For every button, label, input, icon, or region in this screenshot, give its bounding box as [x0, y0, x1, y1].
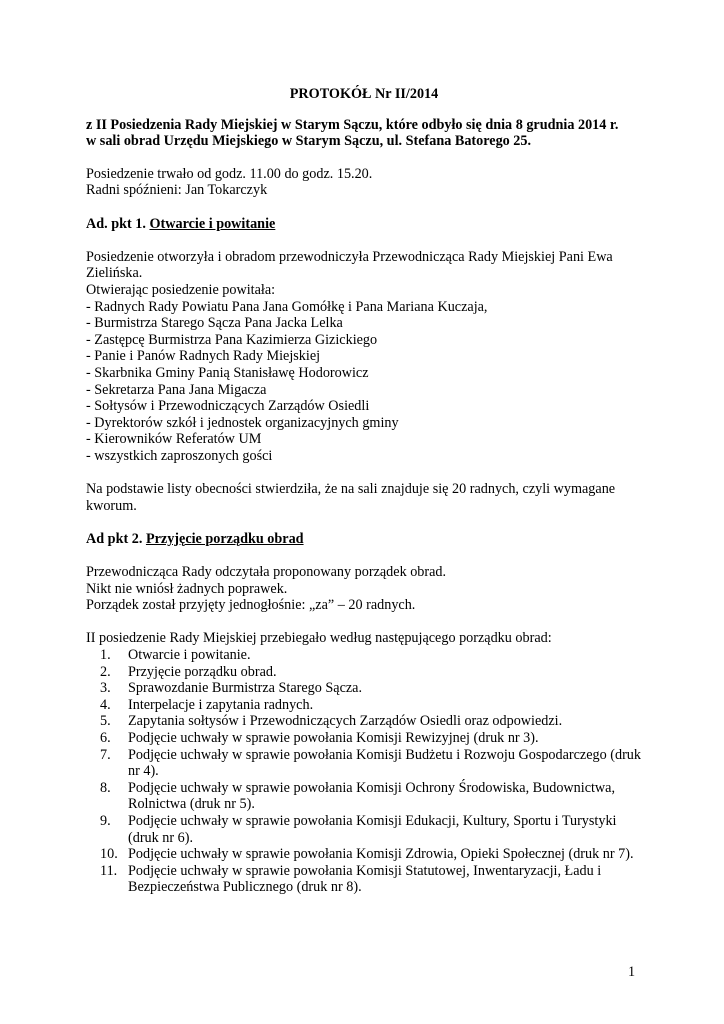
agenda-item-text: Otwarcie i powitanie.: [128, 647, 251, 663]
agenda-list: [86, 647, 642, 896]
agenda-item-text: Zapytania sołtysów i Przewodniczących Zarządów Osiedli oraz odpowiedzi.: [128, 713, 563, 730]
agenda-item-text: Podjęcie uchwały w sprawie powołania Komisji Budżetu i Rozwoju Gospodarczego (druk nr 4).: [128, 746, 641, 780]
greeting-item: - Radnych Rady Powiatu Pana Jana Gomółkę i Pana Mariana Kuczaja,: [86, 299, 642, 316]
agenda-item-text: Podjęcie uchwały w sprawie powołania Komisji Ochrony Środowiska, Budownictwa, Rolnictwa (druk nr 5).: [128, 779, 616, 813]
agenda-item: [86, 780, 642, 813]
agenda-item-text: Interpelacje i zapytania radnych.: [128, 696, 314, 713]
section-2-heading: [86, 531, 642, 548]
subtitle-line-2: w sali obrad Urzędu Miejskiego w Starym Sączu, ul. Stefana Batorego 25.: [86, 133, 532, 150]
section-1-prefix: Ad. pkt 1.: [86, 215, 146, 232]
agenda-item-number: 11.: [100, 862, 118, 879]
agenda-item: [86, 730, 642, 747]
agenda-item-number: 7.: [100, 746, 111, 763]
agenda-item: [86, 863, 642, 896]
agenda-item: [86, 713, 642, 730]
agenda-intro: II posiedzenie Rady Miejskiej przebiegało według następującego porządku obrad:: [86, 630, 552, 647]
agenda-item-number: 8.: [100, 779, 111, 796]
agenda-adopted-line: Porządek został przyjęty jednogłośnie: „za” – 20 radnych.: [86, 597, 416, 614]
greeting-item: - Sołtysów i Przewodniczących Zarządów Osiedli: [86, 398, 642, 415]
document-subtitle: [86, 117, 642, 150]
no-amendments-line: Nikt nie wniósł żadnych poprawek.: [86, 580, 288, 597]
section-1-heading: [86, 216, 642, 233]
agenda-item-text: Podjęcie uchwały w sprawie powołania Komisji Rewizyjnej (druk nr 3).: [128, 729, 539, 746]
greeting-item: - Skarbnika Gminy Panią Stanisławę Hodorowicz: [86, 365, 642, 382]
document-page: [86, 86, 642, 896]
agenda-item-number: 1.: [100, 647, 111, 663]
greeting-intro: Otwierając posiedzenie powitała:: [86, 281, 276, 298]
quorum-paragraph: Na podstawie listy obecności stwierdziła, że na sali znajduje się 20 radnych, czyli wymagane kworum.: [86, 481, 616, 514]
subtitle-line-1: z II Posiedzenia Rady Miejskiej w Starym Sączu, które odbyło się dnia 8 grudnia 2014 r.: [86, 116, 619, 133]
greeting-item: - Kierowników Referatów UM: [86, 431, 642, 448]
late-members: Radni spóźnieni: Jan Tokarczyk: [86, 182, 268, 199]
greeting-item: - Burmistrza Starego Sącza Pana Jacka Lelka: [86, 315, 642, 332]
agenda-item-text: Podjęcie uchwały w sprawie powołania Komisji Edukacji, Kultury, Sportu i Turystyki (druk nr 6).: [128, 812, 617, 846]
agenda-item: [86, 697, 642, 714]
section-2-prefix: Ad pkt 2.: [86, 530, 143, 547]
greetings-list: [86, 299, 642, 465]
agenda-read-line: Przewodnicząca Rady odczytała proponowany porządek obrad.: [86, 564, 447, 581]
greeting-item: - wszystkich zaproszonych gości: [86, 448, 642, 465]
greeting-item: - Panie i Panów Radnych Rady Miejskiej: [86, 348, 642, 365]
agenda-item-number: 10.: [100, 846, 118, 863]
greeting-item: - Dyrektorów szkół i jednostek organizacyjnych gminy: [86, 415, 642, 432]
agenda-item: [86, 813, 642, 846]
session-time: Posiedzenie trwało od godz. 11.00 do godz. 15.20.: [86, 165, 373, 182]
agenda-item: [86, 846, 642, 863]
greeting-item: - Zastępcę Burmistrza Pana Kazimierza Gizickiego: [86, 332, 642, 349]
agenda-item-number: 5.: [100, 713, 111, 730]
agenda-item: [86, 680, 642, 697]
section-1-title: Otwarcie i powitanie: [149, 215, 276, 232]
agenda-item: [86, 664, 642, 681]
section-2-title: Przyjęcie porządku obrad: [145, 530, 304, 547]
agenda-item-number: 4.: [100, 696, 111, 713]
agenda-item-text: Podjęcie uchwały w sprawie powołania Komisji Zdrowia, Opieki Społecznej (druk nr 7).: [128, 846, 634, 863]
opening-paragraph: Posiedzenie otworzyła i obradom przewodniczyła Przewodnicząca Rady Miejskiej Pani Ewa Zielińska.: [86, 248, 613, 282]
document-title: PROTOKÓŁ Nr II/2014: [289, 86, 439, 102]
greeting-item: - Sekretarza Pana Jana Migacza: [86, 382, 642, 399]
agenda-item-number: 3.: [100, 680, 111, 697]
agenda-item-text: Przyjęcie porządku obrad.: [128, 663, 277, 680]
agenda-item-text: Sprawozdanie Burmistrza Starego Sącza.: [128, 680, 363, 697]
agenda-item: [86, 747, 642, 780]
agenda-item-number: 2.: [100, 663, 111, 680]
agenda-item-number: 6.: [100, 729, 111, 746]
agenda-item-number: 9.: [100, 812, 111, 829]
agenda-item-text: Podjęcie uchwały w sprawie powołania Komisji Statutowej, Inwentaryzacji, Ładu i Bezpieczeństwa Publicznego (druk nr 8).: [128, 862, 602, 896]
page-number: 1: [628, 964, 636, 980]
agenda-item: [86, 647, 642, 664]
